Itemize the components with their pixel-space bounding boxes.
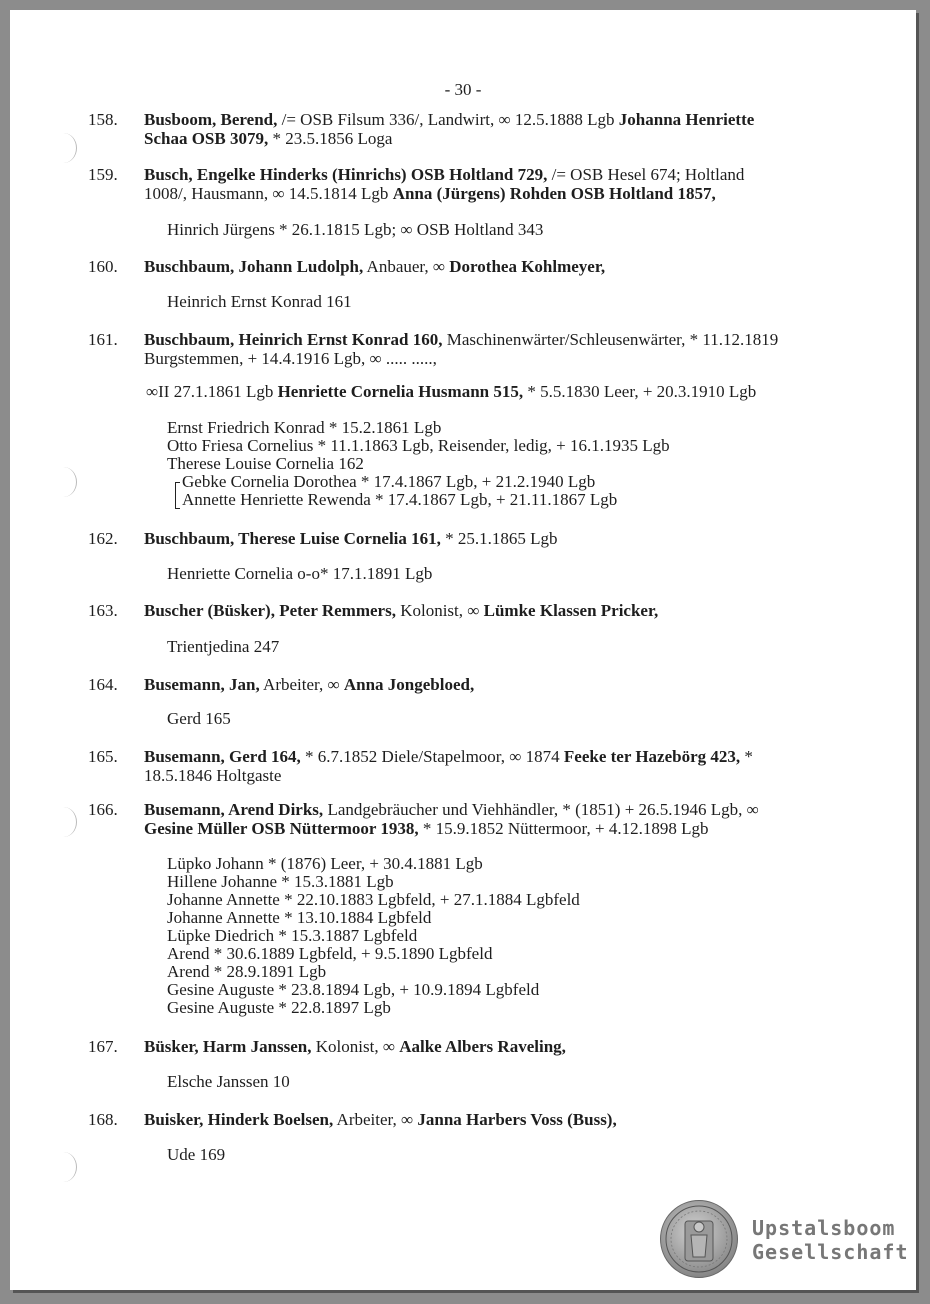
spouse-name: Schaa OSB 3079, <box>144 129 269 148</box>
entry-number: 167. <box>88 1037 118 1056</box>
person-name: Busemann, Jan, <box>144 675 260 694</box>
page-number: - 30 - <box>444 80 482 99</box>
entry-line-1 <box>144 601 844 620</box>
entry-number: 166. <box>88 800 118 819</box>
entry-text: * 23.5.1856 Loga <box>268 129 393 148</box>
logo-line-2: Gesellschaft <box>752 1240 909 1264</box>
entry-text: Arbeiter, ∞ <box>333 1110 418 1129</box>
spouse-name: Janna Harbers Voss (Buss), <box>417 1110 617 1129</box>
entry-line-1 <box>144 1037 844 1056</box>
person-name: Buscher (Büsker), Peter Remmers, <box>144 601 396 620</box>
entry-text: /= OSB Filsum 336/, Landwirt, ∞ 12.5.1888 Lgb <box>277 110 619 129</box>
person-name: Buschbaum, Therese Luise Cornelia 161, <box>144 529 441 548</box>
entry-line-1 <box>144 675 844 694</box>
entry-line-1 <box>144 529 844 548</box>
child-line: Lüpke Diedrich * 15.3.1887 Lgbfeld <box>167 926 418 945</box>
entry-text: Kolonist, ∞ <box>395 601 484 620</box>
person-name: Büsker, Harm Janssen, <box>144 1037 312 1056</box>
person-name: Busch, Engelke Hinderks (Hinrichs) OSB Holtland 729, <box>144 165 548 184</box>
logo-text <box>752 1216 909 1264</box>
child-line: Gerd 165 <box>167 709 231 728</box>
punch-hole-icon <box>50 467 77 497</box>
entry-line-2: 18.5.1846 Holtgaste <box>144 766 282 785</box>
child-line: Hillene Johanne * 15.3.1881 Lgb <box>167 872 394 891</box>
entry-number: 163. <box>88 601 118 620</box>
child-line: Johanne Annette * 22.10.1883 Lgbfeld, + 27.1.1884 Lgbfeld <box>167 890 580 909</box>
entry-line-1 <box>144 1110 844 1129</box>
child-line: Arend * 30.6.1889 Lgbfeld, + 9.5.1890 Lgbfeld <box>167 944 493 963</box>
entry-text: * <box>740 747 753 766</box>
punch-hole-icon <box>50 133 77 163</box>
entry-line-1 <box>144 110 844 129</box>
child-line: Henriette Cornelia o-o* 17.1.1891 Lgb <box>167 564 433 583</box>
entry-text: Kolonist, ∞ <box>311 1037 400 1056</box>
punch-hole-icon <box>50 807 77 837</box>
child-line: Arend * 28.9.1891 Lgb <box>167 962 327 981</box>
spouse-name: Lümke Klassen Pricker, <box>483 601 659 620</box>
spouse-name: Anna (Jürgens) Rohden OSB Holtland 1857, <box>392 184 716 203</box>
child-line: Hinrich Jürgens * 26.1.1815 Lgb; ∞ OSB Holtland 343 <box>167 220 544 239</box>
twins-bracket-icon <box>175 490 180 509</box>
entry-line-1 <box>144 257 844 276</box>
entry-line-2 <box>144 184 844 203</box>
spouse-name: Henriette Cornelia Husmann 515, <box>277 382 524 401</box>
child-line: Lüpko Johann * (1876) Leer, + 30.4.1881 Lgb <box>167 854 483 873</box>
entry-text: * 5.5.1830 Leer, + 20.3.1910 Lgb <box>523 382 757 401</box>
entry-number: 168. <box>88 1110 118 1129</box>
coin-seal-icon <box>660 1200 738 1278</box>
entry-text: * 6.7.1852 Diele/Stapelmoor, ∞ 1874 <box>300 747 564 766</box>
entry-text: Anbauer, ∞ <box>363 257 450 276</box>
entry-line-2 <box>144 129 844 148</box>
entry-text: Arbeiter, ∞ <box>259 675 344 694</box>
child-line: Gesine Auguste * 23.8.1894 Lgb, + 10.9.1894 Lgbfeld <box>167 980 540 999</box>
child-line: Otto Friesa Cornelius * 11.1.1863 Lgb, Reisender, ledig, + 16.1.1935 Lgb <box>167 436 670 455</box>
child-line: Johanne Annette * 13.10.1884 Lgbfeld <box>167 908 432 927</box>
entry-line-1 <box>144 330 844 349</box>
entry-text: Maschinenwärter/Schleusenwärter, * 11.12.1819 <box>442 330 779 349</box>
entry-text: ∞II 27.1.1861 Lgb <box>146 382 278 401</box>
person-name: Buschbaum, Heinrich Ernst Konrad 160, <box>144 330 443 349</box>
person-name: Busemann, Gerd 164, <box>144 747 301 766</box>
spouse-name: Dorothea Kohlmeyer, <box>449 257 606 276</box>
spouse-name: Feeke ter Hazebörg 423, <box>563 747 741 766</box>
child-line: Ude 169 <box>167 1145 226 1164</box>
entry-line-2 <box>144 819 844 838</box>
child-line: Elsche Janssen 10 <box>167 1072 290 1091</box>
spouse-name: Aalke Albers Raveling, <box>399 1037 566 1056</box>
logo-line-1: Upstalsboom <box>752 1216 896 1240</box>
entry-line-1 <box>144 800 844 819</box>
child-line: Gebke Cornelia Dorothea * 17.4.1867 Lgb, + 21.2.1940 Lgb <box>182 472 596 491</box>
person-name: Buisker, Hinderk Boelsen, <box>144 1110 334 1129</box>
entry-line-1 <box>144 747 844 766</box>
entry-number: 159. <box>88 165 118 184</box>
entry-number: 161. <box>88 330 118 349</box>
punch-hole-icon <box>50 1152 77 1182</box>
spouse-name: Gesine Müller OSB Nüttermoor 1938, <box>144 819 419 838</box>
child-line: Annette Henriette Rewenda * 17.4.1867 Lgb, + 21.11.1867 Lgb <box>182 490 618 509</box>
person-name: Busemann, Arend Dirks, <box>144 800 324 819</box>
entry-line-2: Burgstemmen, + 14.4.1916 Lgb, ∞ ..... ....., <box>144 349 437 368</box>
entry-line-1 <box>144 165 844 184</box>
person-name: Busboom, Berend, <box>144 110 278 129</box>
entry-text: 1008/, Hausmann, ∞ 14.5.1814 Lgb <box>144 184 393 203</box>
entry-number: 160. <box>88 257 118 276</box>
entry-number: 164. <box>88 675 118 694</box>
child-line: Gesine Auguste * 22.8.1897 Lgb <box>167 998 391 1017</box>
entry-text: Landgebräucher und Viehhändler, * (1851) + 26.5.1946 Lgb, ∞ <box>323 800 759 819</box>
child-line: Heinrich Ernst Konrad 161 <box>167 292 352 311</box>
child-line: Trientjedina 247 <box>167 637 280 656</box>
entry-number: 162. <box>88 529 118 548</box>
entry-number: 165. <box>88 747 118 766</box>
entry-text: /= OSB Hesel 674; Holtland <box>547 165 745 184</box>
child-line: Therese Louise Cornelia 162 <box>167 454 364 473</box>
document-page <box>10 10 916 1290</box>
second-marriage-line <box>146 382 756 402</box>
spouse-name: Anna Jongebloed, <box>343 675 475 694</box>
child-line: Ernst Friedrich Konrad * 15.2.1861 Lgb <box>167 418 442 437</box>
spouse-name: Johanna Henriette <box>618 110 755 129</box>
entry-text: * 15.9.1852 Nüttermoor, + 4.12.1898 Lgb <box>418 819 709 838</box>
entry-text: * 25.1.1865 Lgb <box>440 529 558 548</box>
entry-number: 158. <box>88 110 118 129</box>
person-name: Buschbaum, Johann Ludolph, <box>144 257 364 276</box>
